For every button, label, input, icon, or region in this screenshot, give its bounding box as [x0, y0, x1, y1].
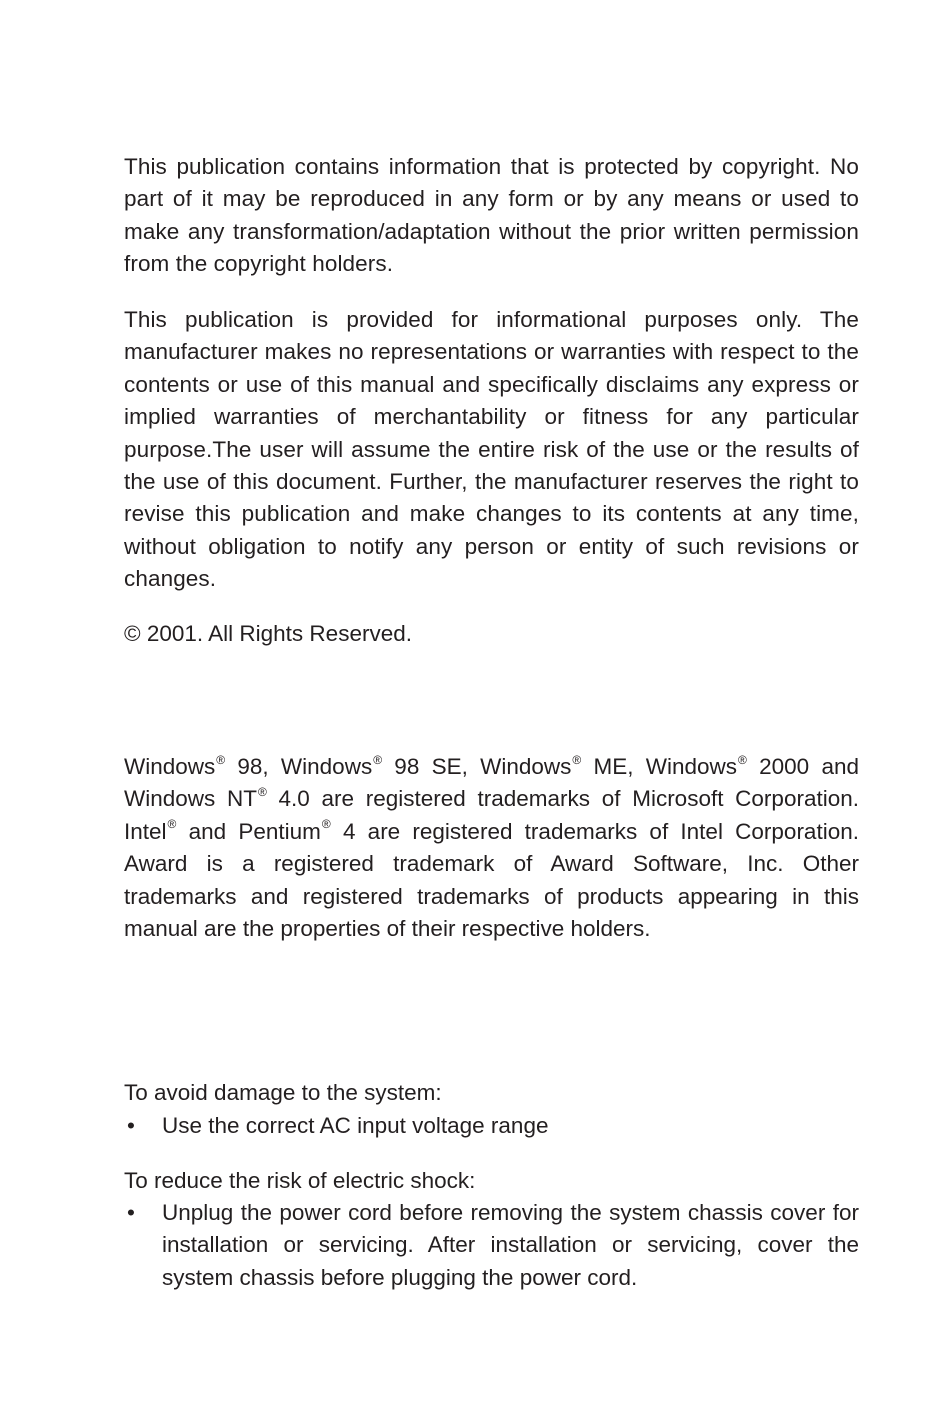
registered-mark: ® [321, 817, 331, 832]
trademark-text-8: 4 are registered trademarks of Intel Corporation. Award is a registered trademark of Award Software, Inc. Other trademarks and registered trademarks of products appearing in this manual are the properties of their respective holders. [124, 818, 859, 942]
trademark-text-6: 4.0 are registered trademarks of Microsoft Corporation. Intel [124, 786, 859, 844]
bullet-icon: • [127, 1200, 135, 1225]
trademark-text-3: 98 SE, Windows [382, 754, 572, 779]
shock-heading: To reduce the risk of electric shock: [124, 1168, 476, 1193]
shock-list-item [124, 1197, 859, 1294]
copyright-notice-paragraph: This publication contains information that is protected by copyright. No part of it may be reproduced in any form or by any means or used to make any transformation/adaptation without the prior written permission from the copyright holders. [124, 154, 859, 277]
registered-mark: ® [216, 752, 226, 767]
trademark-text-2: 98, Windows [225, 754, 373, 779]
bullet-icon: • [127, 1113, 135, 1138]
trademark-text-5: 2000 and Windows NT [124, 754, 859, 812]
registered-mark: ® [738, 752, 747, 767]
damage-heading: To avoid damage to the system: [124, 1080, 442, 1105]
disclaimer-paragraph: This publication is provided for informational purposes only. The manufacturer makes no representations or warranties with respect to the contents or use of this manual and specifically disclaims any express or implied warranties of merchantability or fitness for any particular purpose.The user will assume the entire risk of the use or the results of the use of this document. Further, the manufacturer reserves the right to revise this publication and make changes to its contents at any time, without obligation to notify any person or entity of such revisions or changes. [124, 307, 859, 592]
registered-mark: ® [373, 752, 383, 767]
trademark-text-4: ME, Windows [581, 754, 738, 779]
registered-mark: ® [167, 817, 177, 832]
all-rights-reserved: © 2001. All Rights Reserved. [124, 621, 412, 646]
damage-item-text: Use the correct AC input voltage range [162, 1113, 549, 1138]
registered-mark: ® [257, 784, 267, 799]
registered-mark: ® [572, 752, 582, 767]
trademark-text-7: and Pentium [176, 818, 321, 844]
shock-item-text: Unplug the power cord before removing the system chassis cover for installation or servicing. After installation or servicing, cover the system chassis before plugging the power cord. [162, 1200, 859, 1290]
trademark-text-1: Windows [124, 754, 216, 779]
damage-list-item [124, 1110, 859, 1142]
trademarks-paragraph [124, 751, 859, 945]
